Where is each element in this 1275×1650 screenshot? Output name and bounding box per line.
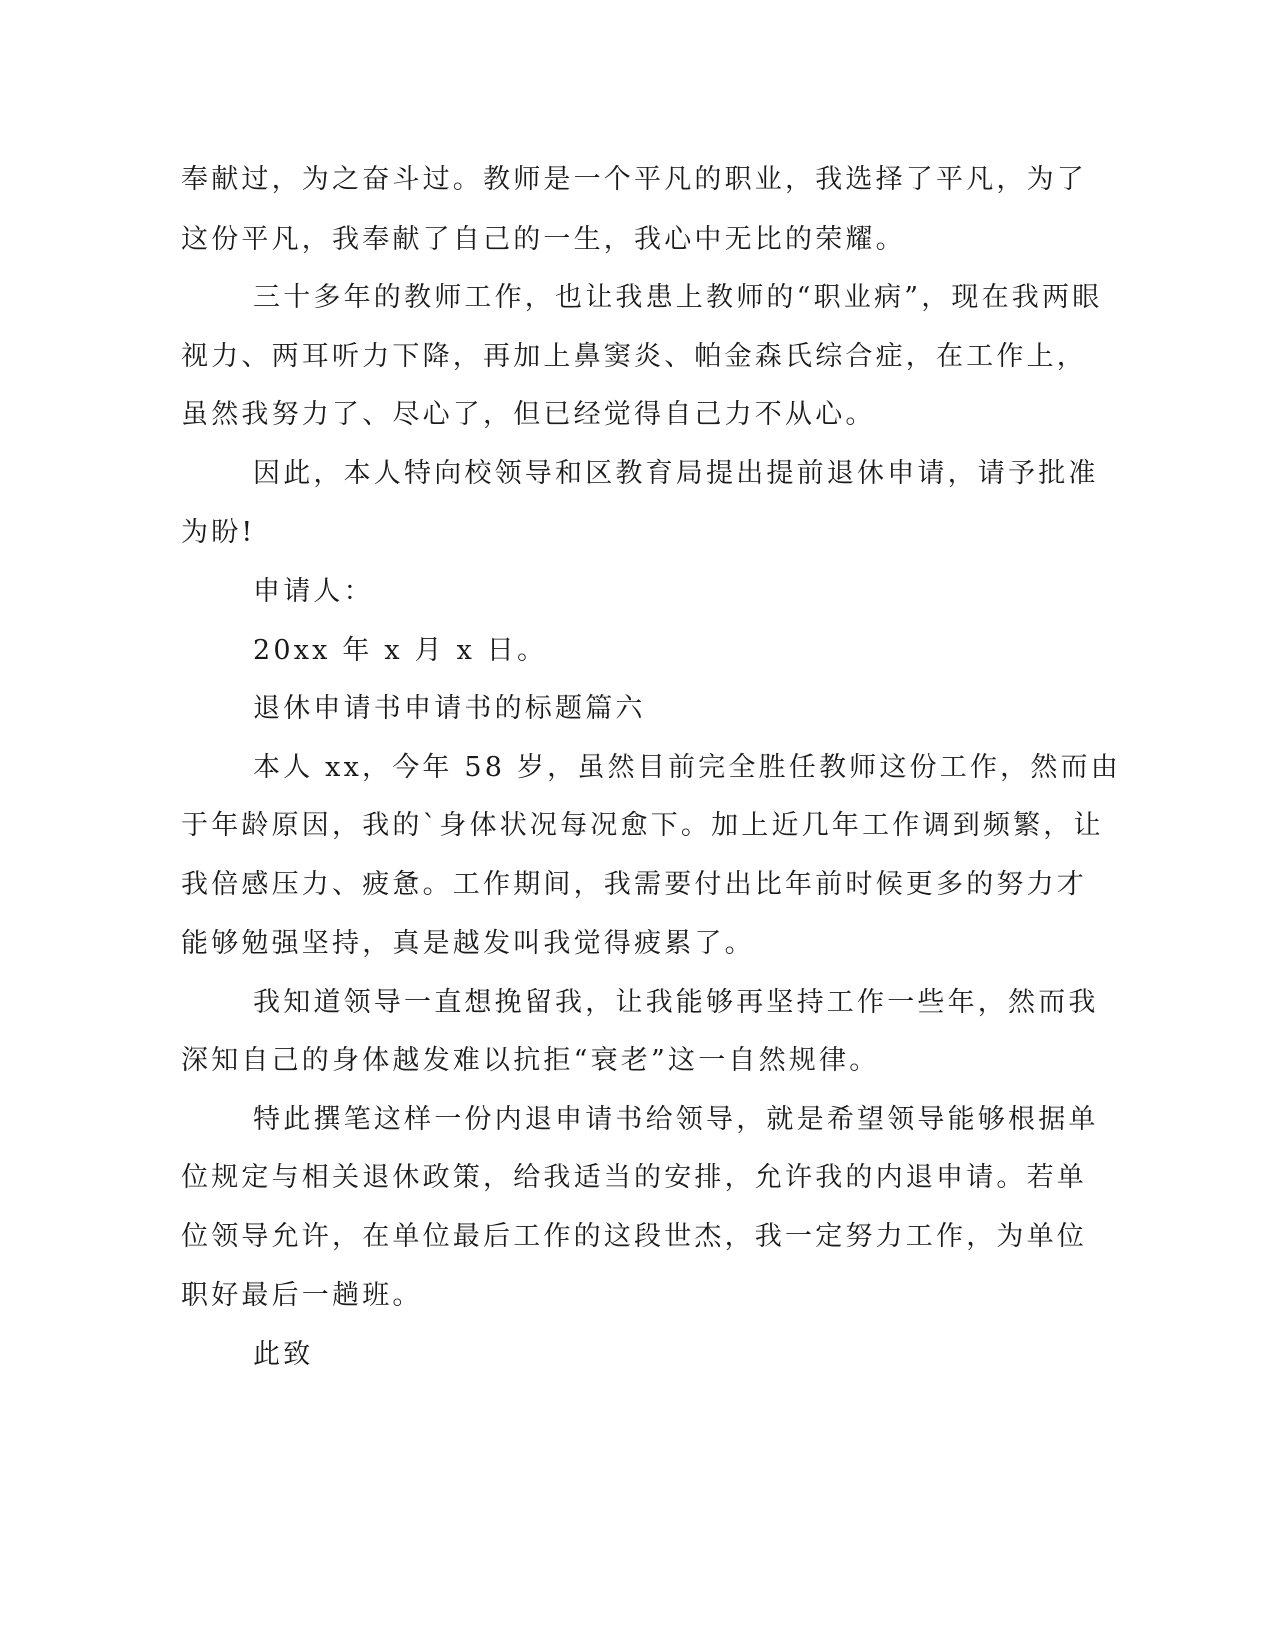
text-line: 位领导允许，在单位最后工作的这段世杰，我一定努力工作，为单位 xyxy=(181,1221,1087,1252)
paragraph-start: 特此撰笔这样一份内退申请书给领导，就是希望领导能够根据单 xyxy=(253,1104,1099,1135)
date-line: 20xx 年 x 月 x 日。 xyxy=(253,635,548,666)
text-line: 位规定与相关退休政策，给我适当的安排，允许我的内退申请。若单 xyxy=(181,1162,1087,1193)
text-line: 能够勉强坚持，真是越发叫我觉得疲累了。 xyxy=(181,928,755,959)
paragraph-start: 本人 xx，今年 58 岁，虽然目前完全胜任教师这份工作，然而由 xyxy=(253,752,1121,783)
text-line: 职好最后一趟班。 xyxy=(181,1280,423,1311)
section-title: 退休申请书申请书的标题篇六 xyxy=(253,693,646,724)
paragraph-start: 三十多年的教师工作，也让我患上教师的“职业病”，现在我两眼 xyxy=(253,282,1103,313)
text-line: 深知自己的身体越发难以抗拒“衰老”这一自然规律。 xyxy=(181,1045,880,1076)
text-line: 我倍感压力、疲惫。工作期间，我需要付出比年前时候更多的努力才 xyxy=(181,869,1087,900)
text-line: 于年龄原因，我的`身体状况每况愈下。加上近几年工作调到频繁，让 xyxy=(181,810,1104,841)
paragraph-start: 我知道领导一直想挽留我，让我能够再坚持工作一些年，然而我 xyxy=(253,987,1099,1018)
text-line: 这份平凡，我奉献了自己的一生，我心中无比的荣耀。 xyxy=(181,224,906,255)
paragraph-start: 因此，本人特向校领导和区教育局提出提前退休申请，请予批准 xyxy=(253,458,1099,489)
text-line: 奉献过，为之奋斗过。教师是一个平凡的职业，我选择了平凡，为了 xyxy=(181,164,1087,195)
closing-salutation: 此致 xyxy=(253,1339,314,1370)
text-line: 虽然我努力了、尽心了，但已经觉得自己力不从心。 xyxy=(181,399,876,430)
text-line: 视力、两耳听力下降，再加上鼻窦炎、帕金森氏综合症，在工作上， xyxy=(181,341,1087,372)
applicant-label: 申请人： xyxy=(253,576,374,607)
text-line: 为盼! xyxy=(181,517,256,548)
